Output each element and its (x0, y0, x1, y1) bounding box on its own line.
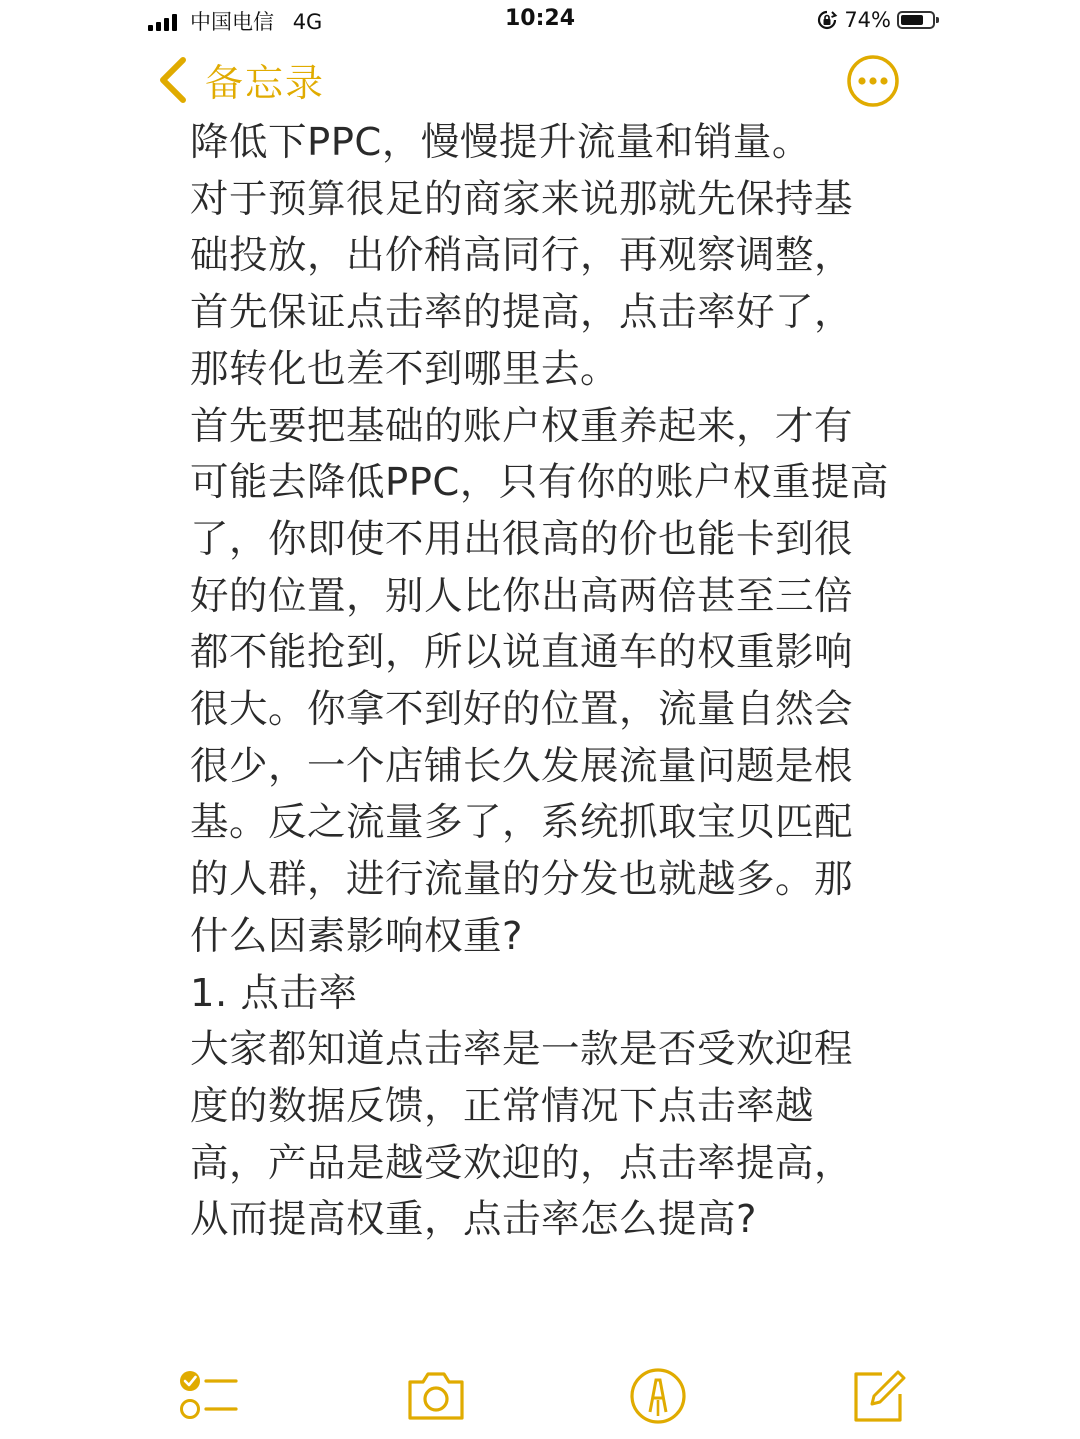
note-paragraph: 大家都知道点击率是一款是否受欢迎程度的数据反馈，正常情况下点击率越高，产品是越受欢迎的，点击率提高，从而提高权重，点击率怎么提高? (190, 1027, 854, 1243)
navigation-bar (0, 48, 1080, 112)
note-paragraph: 对于预算很足的商家来说那就先保持基础投放，出价稍高同行，再观察调整，首先保证点击率的提高，点击率好了，那转化也差不到哪里去。 (190, 176, 854, 392)
status-time: 10:24 (504, 6, 576, 31)
chevron-left-icon (155, 54, 191, 106)
note-paragraph: 首先要把基础的账户权重养起来，才有可能去降低PPC，只有你的账户权重提高了，你即使不用出很高的价也能卡到很好的位置，别人比你出高两倍甚至三倍都不能抢到，所以说直通车的权重影响很大。你拿不到好的位置，流量自然会很少，一个店铺长久发展流量问题是根基。反之流量多了，系统抓取宝贝匹配的人群，进行流量的分发也就越多。那什么因素影响权重? (190, 403, 889, 959)
camera-icon[interactable] (404, 1364, 468, 1428)
network-type: 4G (292, 10, 323, 34)
battery-nub (936, 17, 939, 23)
battery-icon (897, 11, 935, 29)
battery-fill (901, 15, 923, 25)
note-paragraph: 降低下PPC，慢慢提升流量和销量。 (190, 120, 811, 165)
note-paragraph: 1. 点击率 (190, 970, 358, 1016)
ellipsis-circle-icon[interactable] (846, 54, 900, 108)
bottom-toolbar (0, 1360, 1080, 1430)
battery-percent: 74% (844, 8, 891, 32)
battery-area (816, 6, 935, 34)
checklist-icon[interactable] (176, 1364, 240, 1428)
status-bar (0, 0, 1080, 44)
carrier-name: 中国电信 (190, 10, 274, 34)
compose-icon[interactable] (846, 1364, 910, 1428)
back-label: 备忘录 (205, 61, 326, 105)
orientation-lock-icon (816, 9, 838, 31)
back-button[interactable] (155, 52, 325, 107)
pen-markup-icon[interactable] (626, 1364, 690, 1428)
note-body[interactable] (190, 115, 890, 1249)
